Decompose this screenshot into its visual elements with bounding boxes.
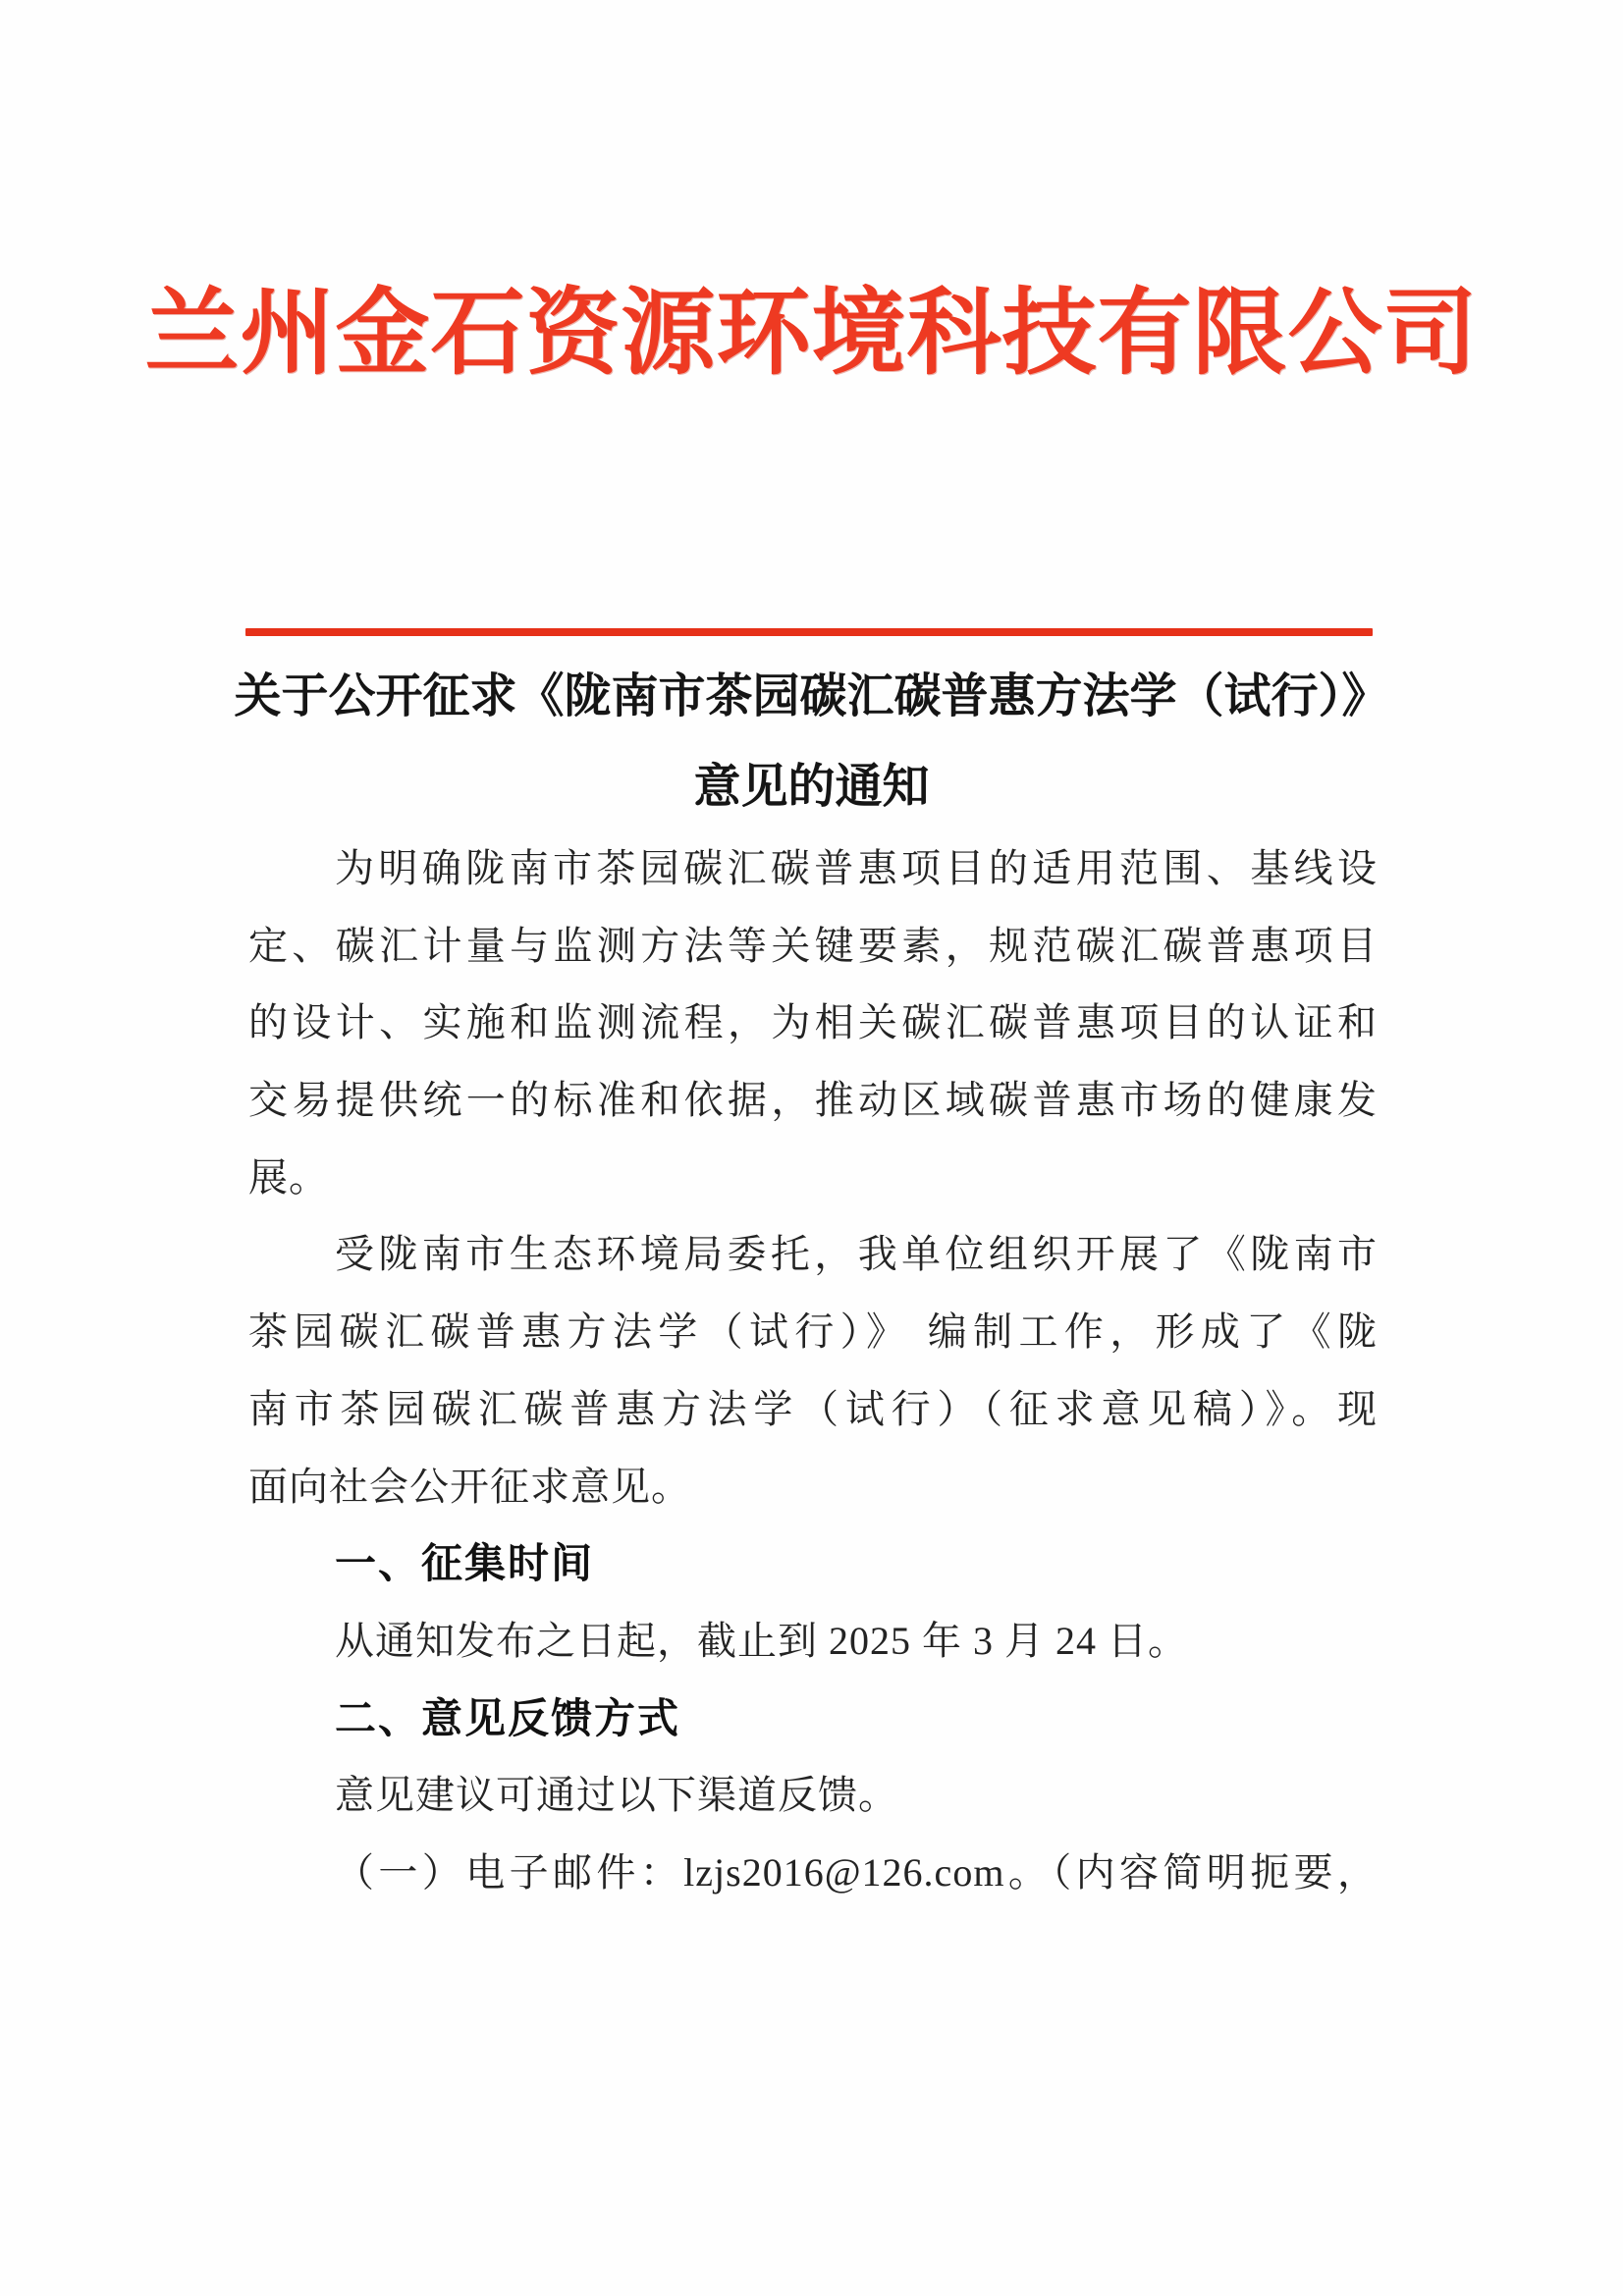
text-line: 面向社会公开征求意见。 (248, 1464, 691, 1509)
text-line: 受陇南市生态环境局委托，我单位组织开展了《陇南市 (335, 1232, 1378, 1277)
text-line: 茶园碳汇碳普惠方法学（试行）》 编制工作，形成了《陇 (248, 1309, 1378, 1355)
text-line: 意见建议可通过以下渠道反馈。 (335, 1773, 898, 1818)
text-line: 二、意见反馈方式 (335, 1694, 681, 1741)
company-letterhead: 兰州金石资源环境科技有限公司 (144, 281, 1479, 386)
text-line: 展。 (248, 1154, 329, 1200)
text-line: 为明确陇南市茶园碳汇碳普惠项目的适用范围、基线设 (335, 846, 1378, 890)
text-line: 交易提供统一的标准和依据，推动区域碳普惠市场的健康发 (248, 1078, 1378, 1123)
text-line: 的设计、实施和监测流程，为相关碳汇碳普惠项目的认证和 (248, 1000, 1378, 1045)
text-line: 从通知发布之日起，截止到 2025 年 3 月 24 日。 (335, 1618, 1188, 1663)
text-line: 定、碳汇计量与监测方法等关键要素，规范碳汇碳普惠项目 (248, 923, 1378, 968)
notice-title-line1: 关于公开征求《陇南市茶园碳汇碳普惠方法学（试行）》 (234, 670, 1389, 722)
text-line: （一）电子邮件：lzjs2016@126.com。（内容简明扼要， (335, 1849, 1378, 1895)
document-body (248, 830, 1378, 1912)
notice-title-line2: 意见的通知 (693, 761, 930, 813)
letterhead-divider-line (245, 628, 1373, 636)
text-line: 南市茶园碳汇碳普惠方法学（试行）（征求意见稿）》。现 (248, 1386, 1378, 1431)
notice-title (0, 652, 1623, 832)
text-line: 一、征集时间 (335, 1540, 595, 1587)
